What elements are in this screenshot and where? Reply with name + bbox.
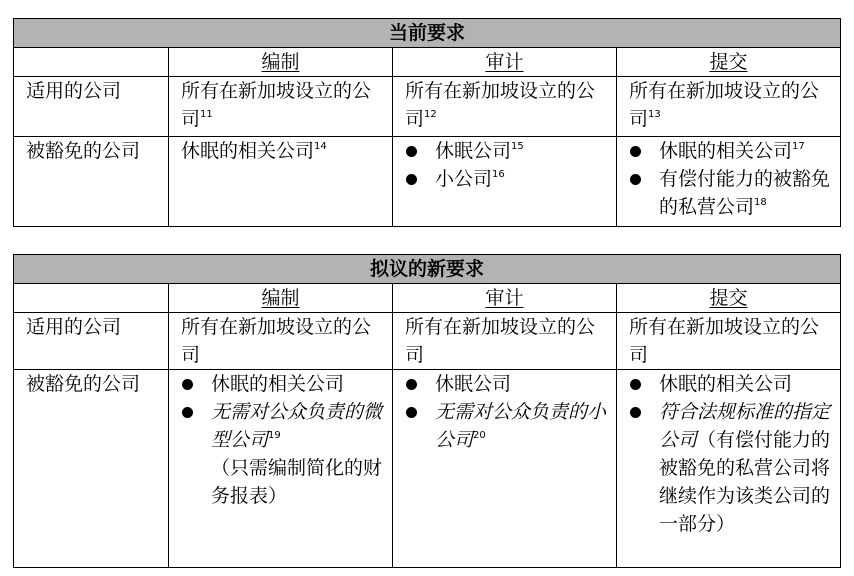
- list-item: 有偿付能力的被豁免的私营公司$^{18}$: [629, 165, 834, 221]
- list-item: 符合法规标准的指定公司（有偿付能力的被豁免的私营公司将继续作为该类公司的一部分）: [629, 398, 834, 538]
- list-item: 休眠的相关公司$^{17}$: [629, 137, 834, 165]
- row-label-applicable: 适用的公司: [14, 313, 169, 370]
- cell-submit: 所有在新加坡设立的公司: [617, 313, 841, 370]
- row-label-exempt: 被豁免的公司: [14, 137, 169, 227]
- header-submit: 提交: [617, 48, 841, 77]
- header-empty: [14, 48, 169, 77]
- header-audit: 审计: [393, 48, 617, 77]
- list-item: 休眠公司$^{15}$: [405, 137, 610, 165]
- row-label-exempt: 被豁免的公司: [14, 370, 169, 568]
- cell-audit: 所有在新加坡设立的公司$^{12}$: [393, 77, 617, 137]
- list-item: 无需对公众负责的小公司$^{20}$: [405, 398, 610, 454]
- cell-submit: 所有在新加坡设立的公司$^{13}$: [617, 77, 841, 137]
- cell-compile: [169, 370, 393, 568]
- header-row: [14, 284, 841, 313]
- table-title: 拟议的新要求: [14, 255, 841, 284]
- cell-compile: 所有在新加坡设立的公司$^{11}$: [169, 77, 393, 137]
- list-item: 休眠的相关公司: [181, 370, 386, 398]
- table-row: [14, 370, 841, 568]
- cell-compile: 所有在新加坡设立的公司: [169, 313, 393, 370]
- cell-audit: 所有在新加坡设立的公司: [393, 313, 617, 370]
- list-item: 休眠公司: [405, 370, 610, 398]
- list-item: 休眠的相关公司: [629, 370, 834, 398]
- header-compile: 编制: [169, 284, 393, 313]
- proposed-requirements-table: [13, 254, 841, 568]
- table-row: [14, 137, 841, 227]
- table-row: [14, 77, 841, 137]
- header-audit: 审计: [393, 284, 617, 313]
- list-item: 无需对公众负责的微型公司$^{19}$ （只需编制简化的财务报表）: [181, 398, 386, 510]
- row-label-applicable: 适用的公司: [14, 77, 169, 137]
- header-submit: 提交: [617, 284, 841, 313]
- header-empty: [14, 284, 169, 313]
- cell-submit: [617, 370, 841, 568]
- cell-audit: [393, 137, 617, 227]
- table-row: [14, 313, 841, 370]
- header-compile: 编制: [169, 48, 393, 77]
- table-title: 当前要求: [14, 19, 841, 48]
- current-requirements-table: [13, 18, 841, 227]
- cell-compile: 休眠的相关公司$^{14}$: [169, 137, 393, 227]
- cell-submit: [617, 137, 841, 227]
- header-row: [14, 48, 841, 77]
- cell-audit: [393, 370, 617, 568]
- list-item: 小公司$^{16}$: [405, 165, 610, 193]
